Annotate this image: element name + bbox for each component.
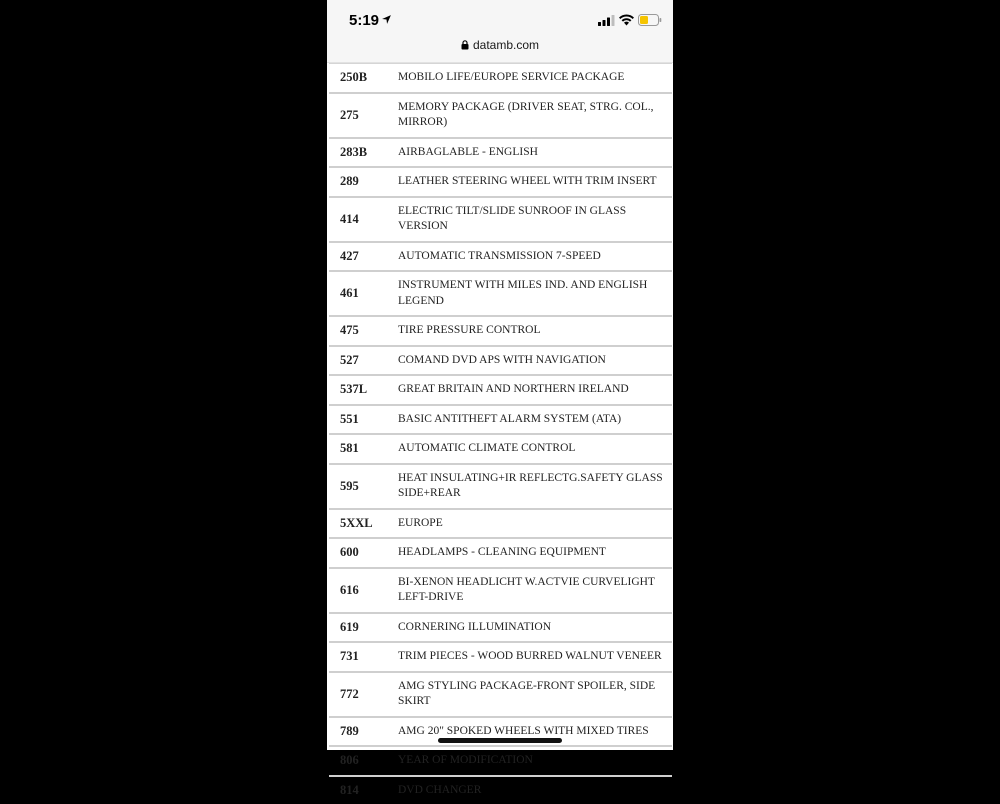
option-description: LEATHER STEERING WHEEL WITH TRIM INSERT <box>387 168 672 196</box>
table-row <box>329 612 672 642</box>
option-code: 814 <box>329 783 387 798</box>
option-code: 283B <box>329 145 387 160</box>
status-time: 5:19 <box>349 12 379 29</box>
option-code: 527 <box>329 353 387 368</box>
wifi-icon <box>618 13 635 26</box>
option-code: 275 <box>329 108 387 123</box>
table-row <box>329 567 672 612</box>
option-description: CORNERING ILLUMINATION <box>387 614 672 642</box>
url-domain: datamb.com <box>473 38 539 52</box>
option-code: 289 <box>329 174 387 189</box>
option-description: BASIC ANTITHEFT ALARM SYSTEM (ATA) <box>387 406 672 434</box>
lock-icon <box>461 40 469 50</box>
option-code: 619 <box>329 620 387 635</box>
option-description: COMAND DVD APS WITH NAVIGATION <box>387 347 672 375</box>
table-row <box>329 374 672 404</box>
table-row <box>329 641 672 671</box>
option-description: HEADLAMPS - CLEANING EQUIPMENT <box>387 539 672 567</box>
table-row <box>329 775 672 804</box>
table-row <box>329 463 672 508</box>
table-row <box>329 508 672 538</box>
option-code: 789 <box>329 724 387 739</box>
option-code: 551 <box>329 412 387 427</box>
table-row <box>329 315 672 345</box>
option-description: EUROPE <box>387 510 672 538</box>
option-description: GREAT BRITAIN AND NORTHERN IRELAND <box>387 376 672 404</box>
option-code: 250B <box>329 70 387 85</box>
option-description: BI-XENON HEADLICHT W.ACTVIE CURVELIGHT LEFT-DRIVE <box>387 569 672 612</box>
url-display[interactable] <box>461 38 539 52</box>
table-row <box>329 433 672 463</box>
option-code: 427 <box>329 249 387 264</box>
option-description: YEAR OF MODIFICATION <box>387 747 672 775</box>
option-description: MOBILO LIFE/EUROPE SERVICE PACKAGE <box>387 64 672 92</box>
option-description: INSTRUMENT WITH MILES IND. AND ENGLISH LEGEND <box>387 272 672 315</box>
option-code: 461 <box>329 286 387 301</box>
option-code: 600 <box>329 545 387 560</box>
table-row <box>329 166 672 196</box>
status-bar <box>327 0 673 36</box>
option-description: AIRBAGLABLE - ENGLISH <box>387 139 672 167</box>
table-row <box>329 270 672 315</box>
location-arrow-icon <box>381 14 392 25</box>
option-description: DVD CHANGER <box>387 777 672 804</box>
table-row <box>329 671 672 716</box>
table-row <box>329 137 672 167</box>
table-row <box>329 63 672 92</box>
option-description: AUTOMATIC CLIMATE CONTROL <box>387 435 672 463</box>
option-description: AMG STYLING PACKAGE-FRONT SPOILER, SIDE SKIRT <box>387 673 672 716</box>
table-row <box>329 537 672 567</box>
cellular-signal-icon <box>598 15 615 26</box>
option-code: 414 <box>329 212 387 227</box>
table-row <box>329 241 672 271</box>
option-description: TRIM PIECES - WOOD BURRED WALNUT VENEER <box>387 643 672 671</box>
option-code: 731 <box>329 649 387 664</box>
option-code: 806 <box>329 753 387 768</box>
option-code: 595 <box>329 479 387 494</box>
option-code: 581 <box>329 441 387 456</box>
home-indicator[interactable] <box>438 738 562 743</box>
option-code: 475 <box>329 323 387 338</box>
option-description: HEAT INSULATING+IR REFLECTG.SAFETY GLASS SIDE+REAR <box>387 465 672 508</box>
option-description: ELECTRIC TILT/SLIDE SUNROOF IN GLASS VERSION <box>387 198 672 241</box>
phone-screen <box>327 0 673 750</box>
battery-icon <box>638 14 662 26</box>
table-row <box>329 92 672 137</box>
option-code: 616 <box>329 583 387 598</box>
option-code: 772 <box>329 687 387 702</box>
option-description: AMG 20" SPOKED WHEELS WITH MIXED TIRES <box>387 718 672 746</box>
options-table <box>329 63 672 804</box>
address-bar[interactable] <box>327 36 673 63</box>
table-row <box>329 345 672 375</box>
option-code: 5XXL <box>329 516 387 531</box>
option-description: TIRE PRESSURE CONTROL <box>387 317 672 345</box>
table-row <box>329 404 672 434</box>
table-row <box>329 196 672 241</box>
option-description: MEMORY PACKAGE (DRIVER SEAT, STRG. COL., MIRROR) <box>387 94 672 137</box>
option-description: AUTOMATIC TRANSMISSION 7-SPEED <box>387 243 672 271</box>
table-row <box>329 745 672 775</box>
option-code: 537L <box>329 382 387 397</box>
